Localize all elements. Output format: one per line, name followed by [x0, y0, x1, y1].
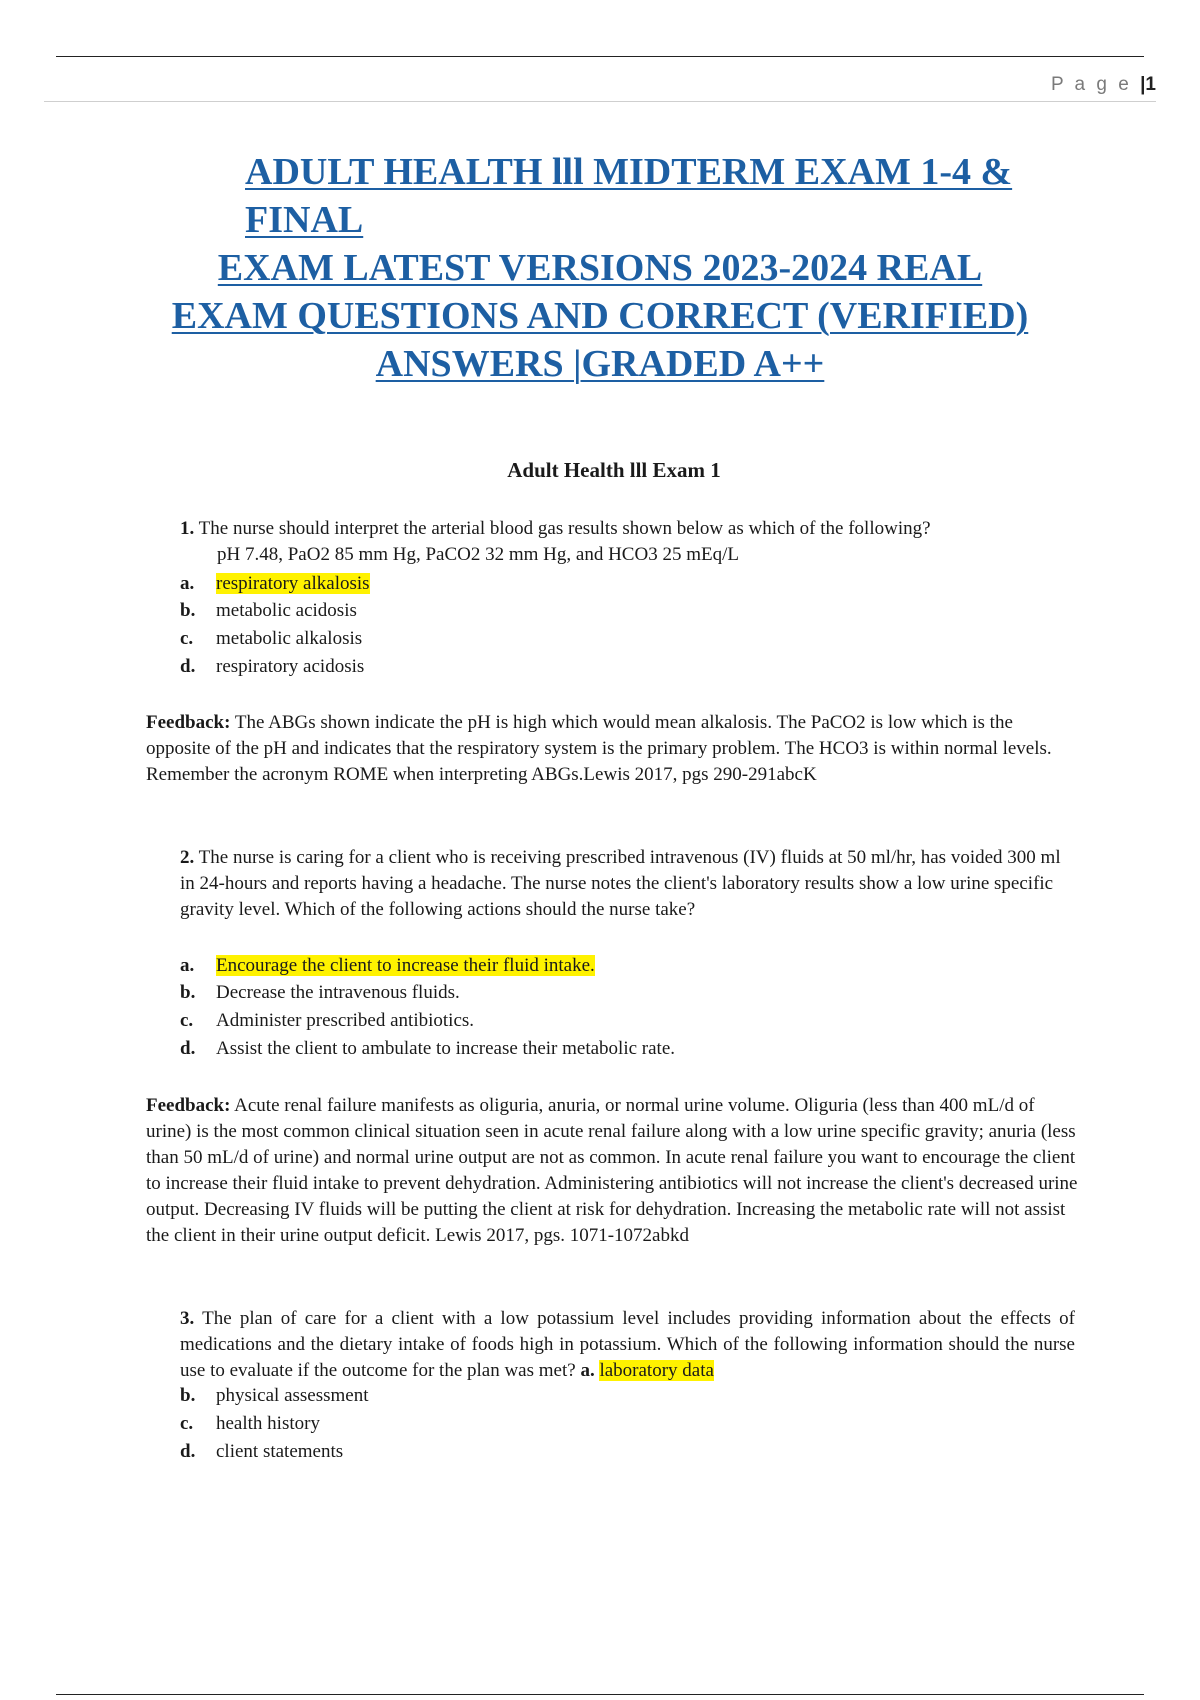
title-line-3: EXAM LATEST VERSIONS 2023-2024 REAL — [217, 247, 983, 289]
question-3: 3. The plan of care for a client with a low potassium level includes providing information about the effects of medications and the dietary intake of foods high in potassium. Which of the following information should the nurse use to evaluate if the outcome for the plan was met? a. laboratory data — [180, 1308, 1075, 1381]
title-line-2: FINAL — [245, 199, 364, 241]
option-1c: c. metabolic alkalosis — [180, 628, 363, 649]
option-2b: b. Decrease the intravenous fluids. — [180, 982, 460, 1003]
header-rule — [44, 101, 1156, 102]
title-line-4: EXAM QUESTIONS AND CORRECT (VERIFIED) — [171, 295, 1029, 337]
question-2 — [180, 845, 1075, 923]
question-text: The plan of care for a client with a low potassium level includes providing information about the effects of medications and the dietary intake of foods high in potassium. Which of the following information should the nurse use to evaluate if the outcome for the plan was met? — [180, 1308, 1075, 1381]
title-line-1: ADULT HEALTH lll MIDTERM EXAM 1-4 & — [245, 151, 1013, 193]
section-heading: Adult Health lll Exam 1 — [507, 458, 721, 482]
option-3d: d. client statements — [180, 1441, 344, 1462]
option-1b: b. metabolic acidosis — [180, 600, 357, 621]
question-text: The nurse should interpret the arterial blood gas results shown below as which of the following? — [198, 518, 931, 539]
option-2c: c. Administer prescribed antibiotics. — [180, 1010, 475, 1031]
option-1a: a. respiratory alkalosis — [180, 573, 370, 594]
question-number: 1. — [180, 518, 195, 539]
feedback-1: Feedback: The ABGs shown indicate the pH is high which would mean alkalosis. The PaCO2 is low which is the opposite of the pH and indicates that the respiratory system is the primary problem. The HCO3 is within normal levels. Remember the acronym ROME when interpreting ABGs.Lewis 2017, pgs 290-291abcK — [146, 712, 1052, 785]
feedback-2: Feedback: Acute renal failure manifests as oliguria, anuria, or normal urine volume. Oliguria (less than 400 mL/d of urine) is the most common clinical situation seen in acute renal failure along with a low urine specific gravity; anuria (less than 50 mL/d of urine) and normal urine output are not as common. In acute renal failure you want to encourage the client to increase their fluid intake to prevent dehydration. Administering antibiotics will not increase the client's decreased urine output. Decreasing IV fluids will be putting the client at risk for dehydration. Increasing the metabolic rate will not assist the client in their urine output deficit. Lewis 2017, pgs. 1071-1072abkd — [146, 1095, 1078, 1246]
option-2d: d. Assist the client to ambulate to increase their metabolic rate. — [180, 1038, 676, 1059]
title-line-5: ANSWERS |GRADED A++ — [375, 343, 825, 385]
bottom-rule — [56, 1694, 1144, 1695]
page-number: P a g e |1 — [1050, 74, 1156, 95]
question-1 — [180, 516, 1075, 568]
answer-highlight: Encourage the client to increase their fluid intake. — [216, 955, 595, 976]
option-1d: d. respiratory acidosis — [180, 656, 365, 677]
answer-highlight: respiratory alkalosis — [216, 573, 370, 594]
option-2a: a. Encourage the client to increase their fluid intake. — [180, 955, 595, 976]
option-3c: c. health history — [180, 1413, 320, 1434]
top-rule — [56, 56, 1144, 57]
option-3b: b. physical assessment — [180, 1385, 369, 1406]
document-title — [100, 148, 1100, 388]
question-text-cont: pH 7.48, PaO2 85 mm Hg, PaCO2 32 mm Hg, and HCO3 25 mEq/L — [217, 544, 739, 565]
question-number: 3. — [180, 1308, 195, 1329]
answer-highlight: laboratory data — [599, 1360, 714, 1381]
question-text: The nurse is caring for a client who is receiving prescribed intravenous (IV) fluids at 50 ml/hr, has voided 300 ml in 24-hours and reports having a headache. The nurse notes the client's laboratory results show a low urine specific gravity level. Which of the following actions should the nurse take? — [180, 847, 1061, 920]
question-number: 2. — [180, 847, 195, 868]
